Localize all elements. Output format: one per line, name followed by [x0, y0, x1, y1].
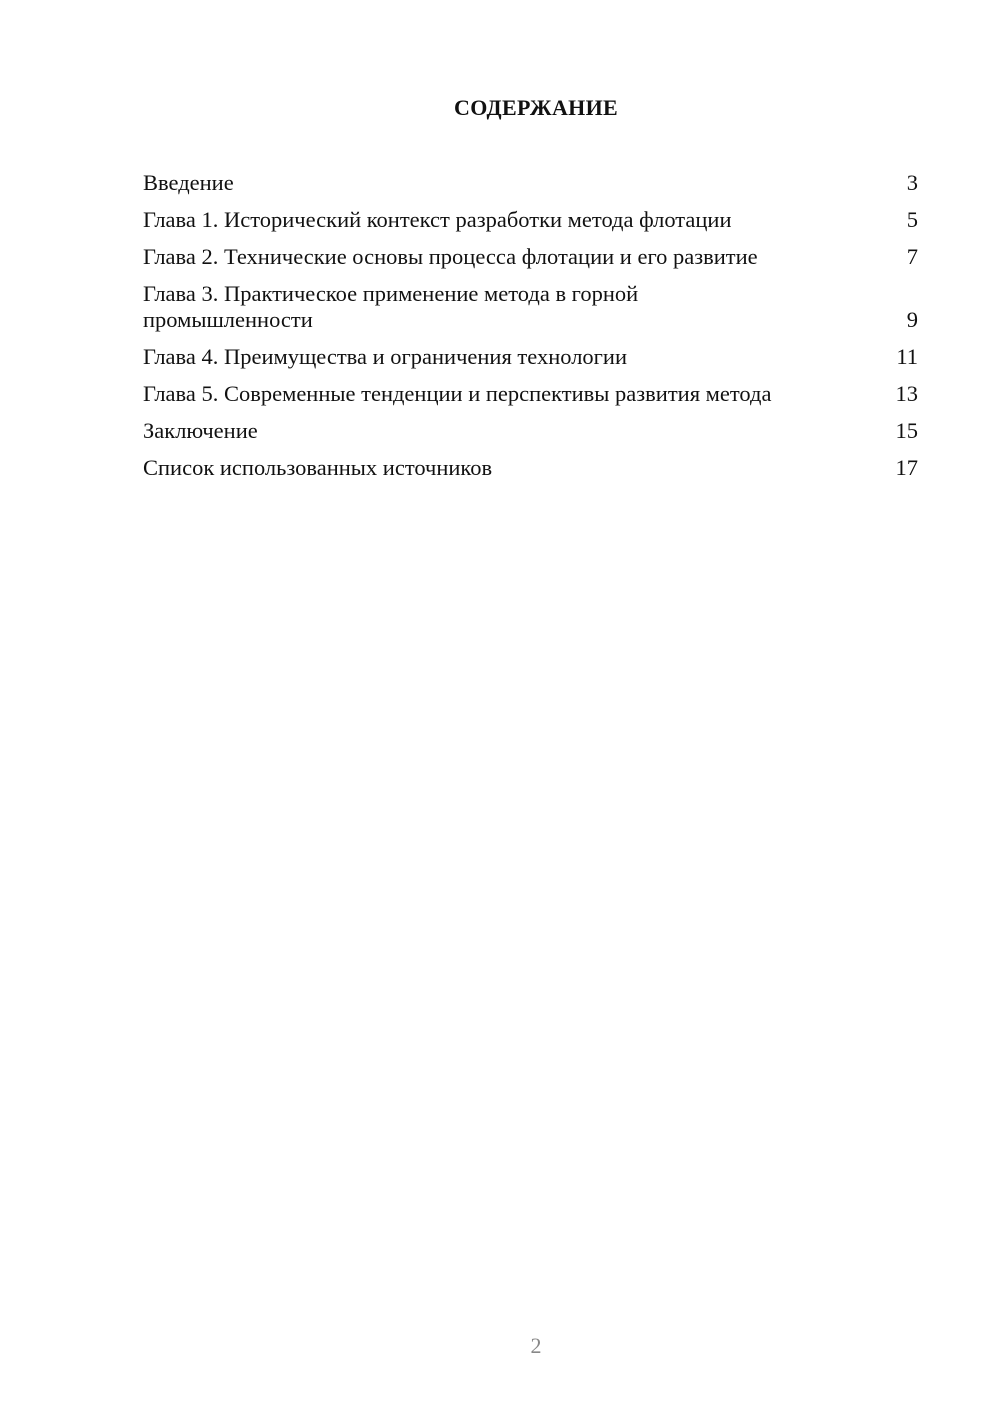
toc-entry [143, 244, 918, 270]
page-title: СОДЕРЖАНИЕ [454, 95, 618, 120]
toc-entry-page: 7 [906, 244, 918, 269]
toc-entry [143, 207, 918, 233]
toc-entry-page: 15 [895, 418, 918, 443]
toc-entry-title: Глава 5. Современные тенденции и перспективы развития метода [143, 381, 772, 406]
toc-entry [143, 170, 918, 196]
toc-entry-page: 5 [906, 207, 918, 232]
toc-entry-page: 13 [895, 381, 918, 406]
toc-entry [143, 381, 918, 407]
page-number: 2 [530, 1333, 542, 1358]
table-of-contents [143, 170, 918, 492]
toc-entry-title: Заключение [143, 418, 258, 443]
toc-entry-page: 3 [906, 170, 918, 195]
toc-entry-title: Глава 3. Практическое применение метода в горной промышленности [143, 281, 639, 332]
toc-entry [143, 418, 918, 444]
toc-entry-title: Введение [143, 170, 234, 195]
toc-entry-title: Глава 1. Исторический контекст разработки метода флотации [143, 207, 732, 232]
toc-entry-title: Глава 2. Технические основы процесса флотации и его развитие [143, 244, 758, 269]
toc-entry [143, 455, 918, 481]
toc-entry [143, 344, 918, 370]
toc-entry-page: 9 [906, 307, 918, 332]
toc-entry-page: 11 [896, 344, 918, 369]
toc-entry-title: Глава 4. Преимущества и ограничения технологии [143, 344, 627, 369]
toc-entry-page: 17 [895, 455, 918, 480]
toc-entry [143, 281, 918, 333]
toc-entry-title: Список использованных источников [143, 455, 493, 480]
